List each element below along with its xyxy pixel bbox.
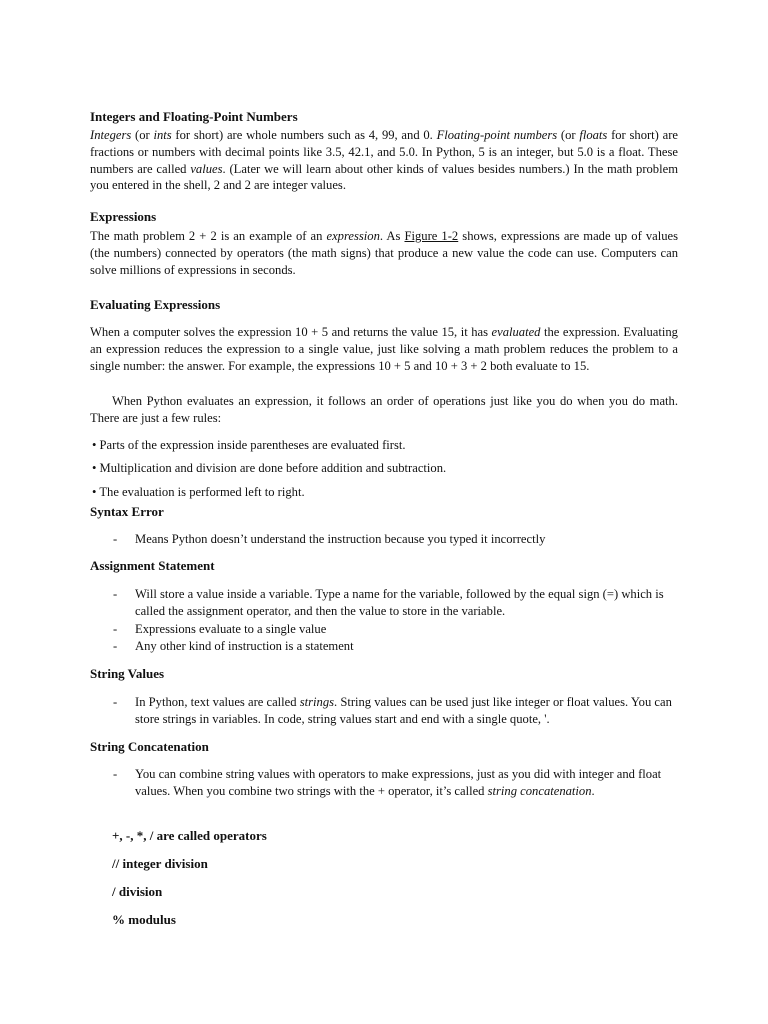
dash-marker: -: [113, 532, 118, 546]
rule-item: • The evaluation is performed left to right.: [92, 485, 305, 499]
rule-item: • Parts of the expression inside parentheses are evaluated first.: [92, 438, 406, 452]
heading-expressions: Expressions: [90, 209, 157, 224]
text-run: (or: [557, 128, 580, 142]
term-integers: Integers: [90, 128, 132, 142]
heading-evaluating: Evaluating Expressions: [90, 297, 221, 312]
paragraph-order-of-operations: When Python evaluates an expression, it follows an order of operations just like you do when you do math. There are just a few rules:: [90, 394, 678, 425]
list-item-text: Any other kind of instruction is a statement: [135, 639, 354, 653]
term-floats: floats: [579, 128, 608, 142]
heading-assignment: Assignment Statement: [90, 558, 215, 573]
term-ints: ints: [153, 128, 172, 142]
list-item-text: Will store a value inside a variable. Type a name for the variable, followed by the equal sign (=) which is called the assignment operator, and then the value to store in the variable.: [135, 587, 664, 618]
list-item-text: Means Python doesn’t understand the instruction because you typed it incorrectly: [135, 532, 546, 546]
heading-syntax-error: Syntax Error: [90, 504, 164, 519]
text-run: for short) are whole numbers such as 4, 99, and 0.: [171, 128, 437, 142]
figure-link[interactable]: Figure 1-2: [404, 229, 459, 243]
operators-line: +, -, *, / are called operators: [112, 828, 267, 843]
integer-division-line: // integer division: [112, 856, 208, 871]
dash-marker: -: [113, 695, 118, 709]
term-expression: expression: [326, 229, 380, 243]
text-run: You can combine string values with operators to make expressions, just as you did with integer and float values. When you combine two strings with the + operator, it’s called: [135, 767, 662, 798]
text-run: In Python, text values are called: [135, 695, 300, 709]
text-run: . As: [379, 229, 405, 243]
text-run: for short) are fractions or numbers with decimal points like 3.5, 42.1, and 5.0. In Python, 5 is an integer, but 5.0 is a float. These numbers are called: [90, 128, 678, 176]
text-run: The math problem 2 + 2 is an example of an: [90, 229, 327, 243]
division-line: / division: [112, 884, 163, 899]
modulus-line: % modulus: [112, 912, 176, 927]
term-values: values: [190, 161, 223, 176]
paragraph-expressions: [90, 228, 678, 278]
dash-marker: -: [113, 639, 118, 653]
text-run: . (Later we will learn about other kinds of values besides numbers.) In the math problem you entered in the shell, 2 and 2 are integer values.: [90, 161, 678, 193]
list-item-text: [135, 766, 675, 800]
rule-item: • Multiplication and division are done before addition and subtraction.: [92, 461, 447, 475]
term-strings: strings: [299, 695, 335, 709]
text-run: the expression. Evaluating an expression reduces the expression to a single value, just like solving a math problem reduces the problem to a single number: the answer. For example, the expressions 10 + 5 and 10 + 3 + 2 both evaluate to 15.: [90, 325, 678, 373]
term-evaluated: evaluated: [491, 325, 541, 339]
dash-marker: -: [113, 767, 118, 781]
list-item-text: [135, 694, 675, 728]
heading-integers: Integers and Floating-Point Numbers: [90, 109, 298, 124]
dash-marker: -: [113, 622, 118, 636]
paragraph-integers: [90, 127, 678, 194]
text-run: . String values can be used just like integer or float values. You can store strings in variables. In code, string values start and end with a single quote, '.: [135, 695, 672, 726]
text-run: When a computer solves the expression 10 + 5 and returns the value 15, it has: [90, 325, 492, 339]
list-item-text: Expressions evaluate to a single value: [135, 622, 327, 636]
text-run: .: [591, 783, 595, 798]
text-run: (or: [131, 128, 154, 142]
heading-string-concatenation: String Concatenation: [90, 739, 209, 754]
paragraph-evaluating: [90, 324, 678, 374]
heading-string-values: String Values: [90, 666, 165, 681]
text-run: shows, expressions are made up of values (the numbers) connected by operators (the math signs) that produce a new value the code can use. Computers can solve millions of expressions in seconds.: [90, 229, 679, 277]
dash-marker: -: [113, 587, 118, 601]
term-string-concatenation: string concatenation: [487, 783, 592, 798]
term-floating-point: Floating-point numbers: [436, 128, 558, 142]
